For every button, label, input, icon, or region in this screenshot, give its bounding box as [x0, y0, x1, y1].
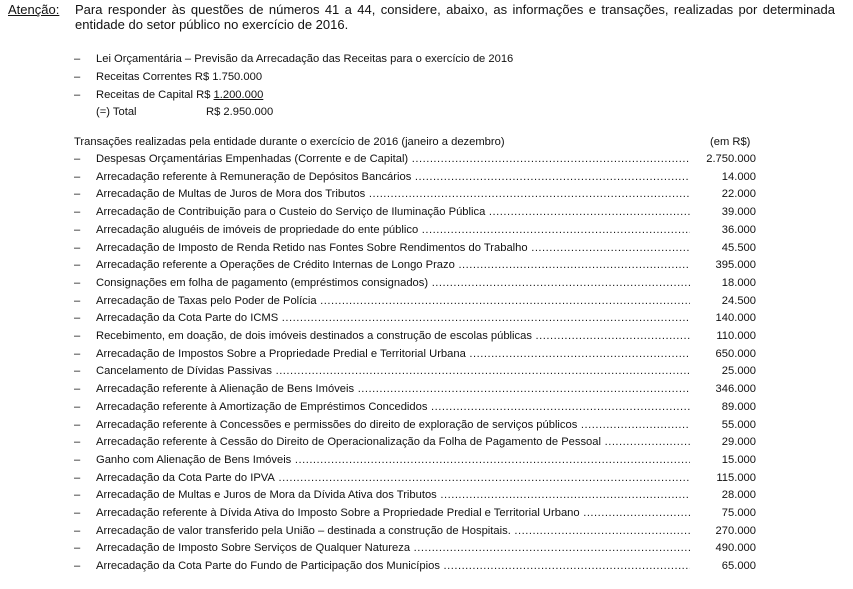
- dash: –: [74, 383, 81, 396]
- transaction-value: 36.000: [721, 223, 756, 236]
- transaction-value: 115.000: [716, 471, 756, 484]
- transaction-value: 270.000: [715, 524, 756, 537]
- transaction-description: Arrecadação referente à Concessões e permissões do direito de exploração de serviços públicos .....: [96, 419, 690, 432]
- dash: –: [74, 312, 81, 325]
- transaction-value: 24.500: [721, 294, 756, 307]
- transaction-value: 55.000: [721, 418, 756, 431]
- transactions-title: Transações realizadas pela entidade durante o exercício de 2016 (janeiro a dezembro): [74, 136, 505, 148]
- transaction-value: 14.000: [721, 170, 756, 183]
- transaction-row: [0, 312, 853, 330]
- budget-label: [96, 89, 263, 102]
- transaction-value: 22.000: [721, 188, 756, 201]
- capital-value: 1.200.000: [213, 89, 264, 101]
- transaction-description: Arrecadação aluguéis de imóveis de propriedade do ente público .....: [96, 224, 690, 237]
- budget-label: Receitas Correntes R$ 1.750.000: [96, 71, 263, 83]
- transaction-row: [0, 330, 853, 348]
- dash: –: [74, 471, 81, 484]
- transaction-row: [0, 242, 853, 260]
- dash: –: [74, 276, 81, 289]
- transaction-value: 395.000: [715, 259, 756, 272]
- transaction-row: [0, 171, 853, 189]
- budget-line: [0, 71, 853, 87]
- transaction-row: [0, 348, 853, 366]
- transaction-description: Arrecadação referente à Cessão do Direito de Operacionalização da Folha de Pagamento de Pessoal .....: [96, 436, 690, 449]
- transaction-value: 15.000: [721, 453, 756, 466]
- transaction-row: [0, 507, 853, 525]
- capital-label: Receitas de Capital R$: [96, 89, 214, 101]
- dash: –: [74, 542, 81, 555]
- transaction-value: 45.500: [721, 241, 756, 254]
- transaction-row: [0, 472, 853, 490]
- transaction-description: Arrecadação de Imposto Sobre Serviços de Qualquer Natureza .....: [96, 542, 690, 555]
- transaction-value: 29.000: [721, 436, 756, 449]
- transaction-description: Arrecadação referente à Remuneração de Depósitos Bancários .....: [96, 171, 690, 184]
- transaction-value: 490.000: [715, 542, 756, 555]
- total-label: (=) Total: [96, 106, 137, 118]
- transaction-row: [0, 188, 853, 206]
- dash: –: [74, 347, 81, 360]
- transaction-description: Arrecadação referente à Dívida Ativa do Imposto Sobre a Propriedade Predial e Territorial Urbano .....: [96, 507, 690, 520]
- dash: –: [74, 330, 81, 342]
- transaction-value: 346.000: [715, 383, 756, 396]
- dash: –: [74, 170, 81, 183]
- transaction-row: [0, 365, 853, 383]
- dash: –: [74, 436, 81, 449]
- total-value: R$ 2.950.000: [206, 106, 274, 118]
- dash: –: [74, 53, 81, 65]
- transaction-description: Arrecadação de Imposto de Renda Retido nas Fontes Sobre Rendimentos do Trabalho .....: [96, 242, 690, 255]
- transaction-value: 75.000: [721, 507, 756, 519]
- transaction-description: Arrecadação referente a Operações de Crédito Internas de Longo Prazo .....: [96, 259, 690, 272]
- budget-label: Lei Orçamentária – Previsão da Arrecadação das Receitas para o exercício de 2016: [96, 53, 514, 65]
- dash: –: [74, 489, 81, 502]
- transaction-description: Arrecadação de Impostos Sobre a Propriedade Predial e Territorial Urbana .....: [96, 348, 690, 361]
- dash: –: [74, 89, 81, 101]
- transaction-row: [0, 224, 853, 242]
- unit-label: (em R$): [710, 136, 751, 148]
- dash: –: [74, 153, 81, 165]
- dash: –: [74, 294, 81, 307]
- dash: –: [74, 259, 81, 272]
- dash: –: [74, 507, 81, 519]
- transaction-row: [0, 153, 853, 171]
- transaction-value: 110.000: [716, 330, 756, 342]
- transaction-row: [0, 401, 853, 419]
- dash: –: [74, 188, 81, 201]
- transaction-value: 39.000: [721, 206, 756, 219]
- transaction-value: 89.000: [721, 400, 756, 413]
- transaction-value: 18.000: [721, 276, 756, 289]
- dash: –: [74, 241, 81, 254]
- transaction-description: Arrecadação de Taxas pelo Poder de Polícia .....: [96, 295, 690, 308]
- transaction-description: Despesas Orçamentárias Empenhadas (Corrente e de Capital) .....: [96, 153, 690, 166]
- transaction-row: [0, 419, 853, 437]
- dash: –: [74, 453, 81, 466]
- attention-label: Atenção:: [8, 2, 60, 17]
- transaction-description: Arrecadação de Multas de Juros de Mora dos Tributos .....: [96, 188, 690, 201]
- transaction-value: 2.750.000: [706, 153, 756, 165]
- transaction-row: [0, 489, 853, 507]
- transaction-row: [0, 295, 853, 313]
- transaction-description: Arrecadação referente à Amortização de Empréstimos Concedidos .....: [96, 401, 690, 414]
- dash: –: [74, 365, 81, 378]
- transaction-description: Arrecadação de valor transferido pela União – destinada a construção de Hospitais. .....: [96, 525, 690, 538]
- dash: –: [74, 418, 81, 431]
- transaction-description: Cancelamento de Dívidas Passivas .....: [96, 365, 690, 378]
- dash: –: [74, 524, 81, 537]
- transaction-row: [0, 560, 853, 578]
- transaction-row: [0, 259, 853, 277]
- dash: –: [74, 206, 81, 219]
- transaction-description: Arrecadação da Cota Parte do IPVA .....: [96, 472, 690, 485]
- budget-total-line: [0, 106, 853, 122]
- transaction-value: 140.000: [715, 312, 756, 325]
- transaction-description: Arrecadação da Cota Parte do ICMS .....: [96, 312, 690, 325]
- transaction-description: Ganho com Alienação de Bens Imóveis .....: [96, 454, 690, 467]
- intro-text: Para responder às questões de números 41 a 44, considere, abaixo, as informações e transações, realizadas por determinada entidade do setor público no exercício de 2016.: [75, 2, 835, 32]
- transaction-description: Arrecadação referente à Alienação de Bens Imóveis .....: [96, 383, 690, 396]
- dash: –: [74, 223, 81, 236]
- transaction-row: [0, 436, 853, 454]
- transaction-row: [0, 525, 853, 543]
- transaction-description: Arrecadação da Cota Parte do Fundo de Participação dos Municípios .....: [96, 560, 690, 573]
- transaction-value: 65.000: [721, 560, 756, 573]
- transaction-description: Arrecadação de Multas e Juros de Mora da Dívida Ativa dos Tributos .....: [96, 489, 690, 502]
- transaction-description: Recebimento, em doação, de dois imóveis destinados a construção de escolas públicas .....: [96, 330, 690, 343]
- transaction-row: [0, 277, 853, 295]
- transaction-row: [0, 542, 853, 560]
- transaction-description: Arrecadação de Contribuição para o Custeio do Serviço de Iluminação Pública .....: [96, 206, 690, 219]
- dash: –: [74, 71, 81, 83]
- transaction-value: 650.000: [715, 347, 756, 360]
- dash: –: [74, 560, 81, 573]
- transaction-value: 28.000: [721, 489, 756, 502]
- budget-line: [0, 89, 853, 105]
- dash: –: [74, 400, 81, 413]
- budget-line: [0, 53, 853, 69]
- transaction-row: [0, 383, 853, 401]
- transaction-value: 25.000: [721, 365, 756, 378]
- transaction-description: Consignações em folha de pagamento (empréstimos consignados) .....: [96, 277, 690, 290]
- transaction-row: [0, 454, 853, 472]
- transaction-row: [0, 206, 853, 224]
